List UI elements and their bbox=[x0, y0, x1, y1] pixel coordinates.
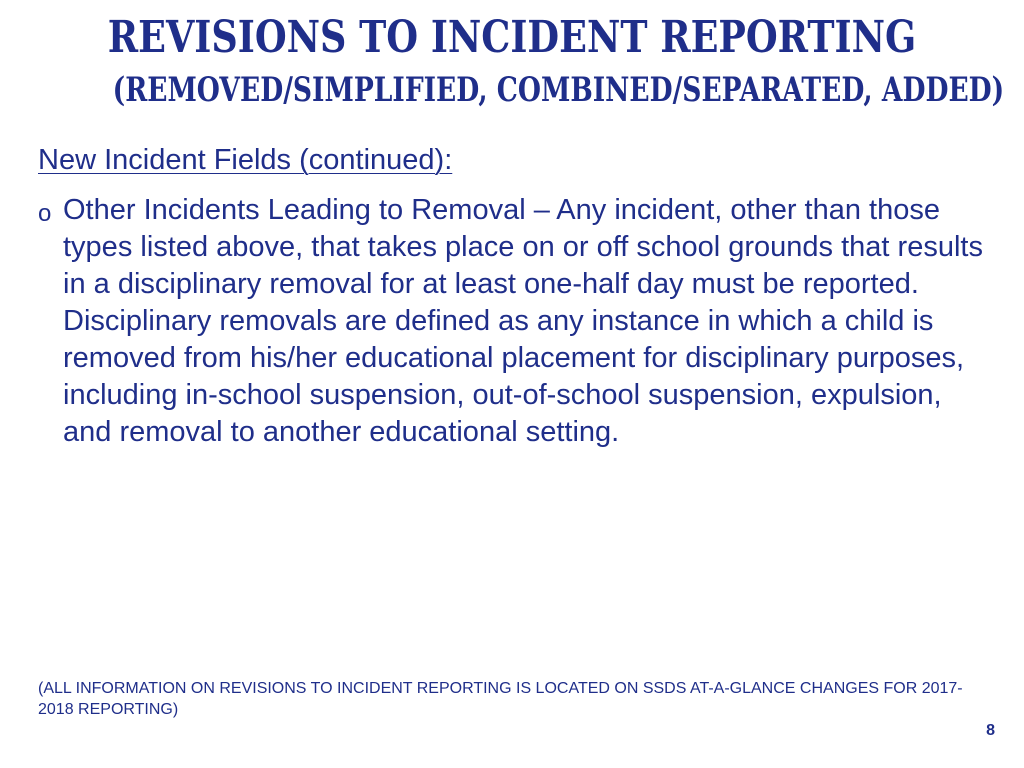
section-heading: New Incident Fields (continued): bbox=[38, 144, 453, 176]
slide-subtitle: (REMOVED/SIMPLIFIED, COMBINED/SEPARATED, ADDED) bbox=[112, 70, 1005, 110]
page-number: 8 bbox=[986, 722, 995, 739]
footnote: (ALL INFORMATION ON REVISIONS TO INCIDENT REPORTING IS LOCATED ON SSDS AT-A-GLANCE CHANGES FOR 2017-2018 REPORTING) bbox=[38, 680, 963, 718]
bullet-text: Other Incidents Leading to Removal – Any incident, other than those types listed above, that takes place on or off school grounds that results in a disciplinary removal for at least one-half day must be reported. Disciplinary removals are defined as any instance in which a child is removed from his/her educational placement for disciplinary purposes, including in-school suspension, out-of-school suspension, expulsion, and removal to another educational setting. bbox=[63, 194, 983, 448]
slide-title: REVISIONS TO INCIDENT REPORTING bbox=[107, 12, 917, 63]
bullet-marker-icon: o bbox=[38, 200, 52, 227]
bullet-item bbox=[38, 192, 988, 451]
